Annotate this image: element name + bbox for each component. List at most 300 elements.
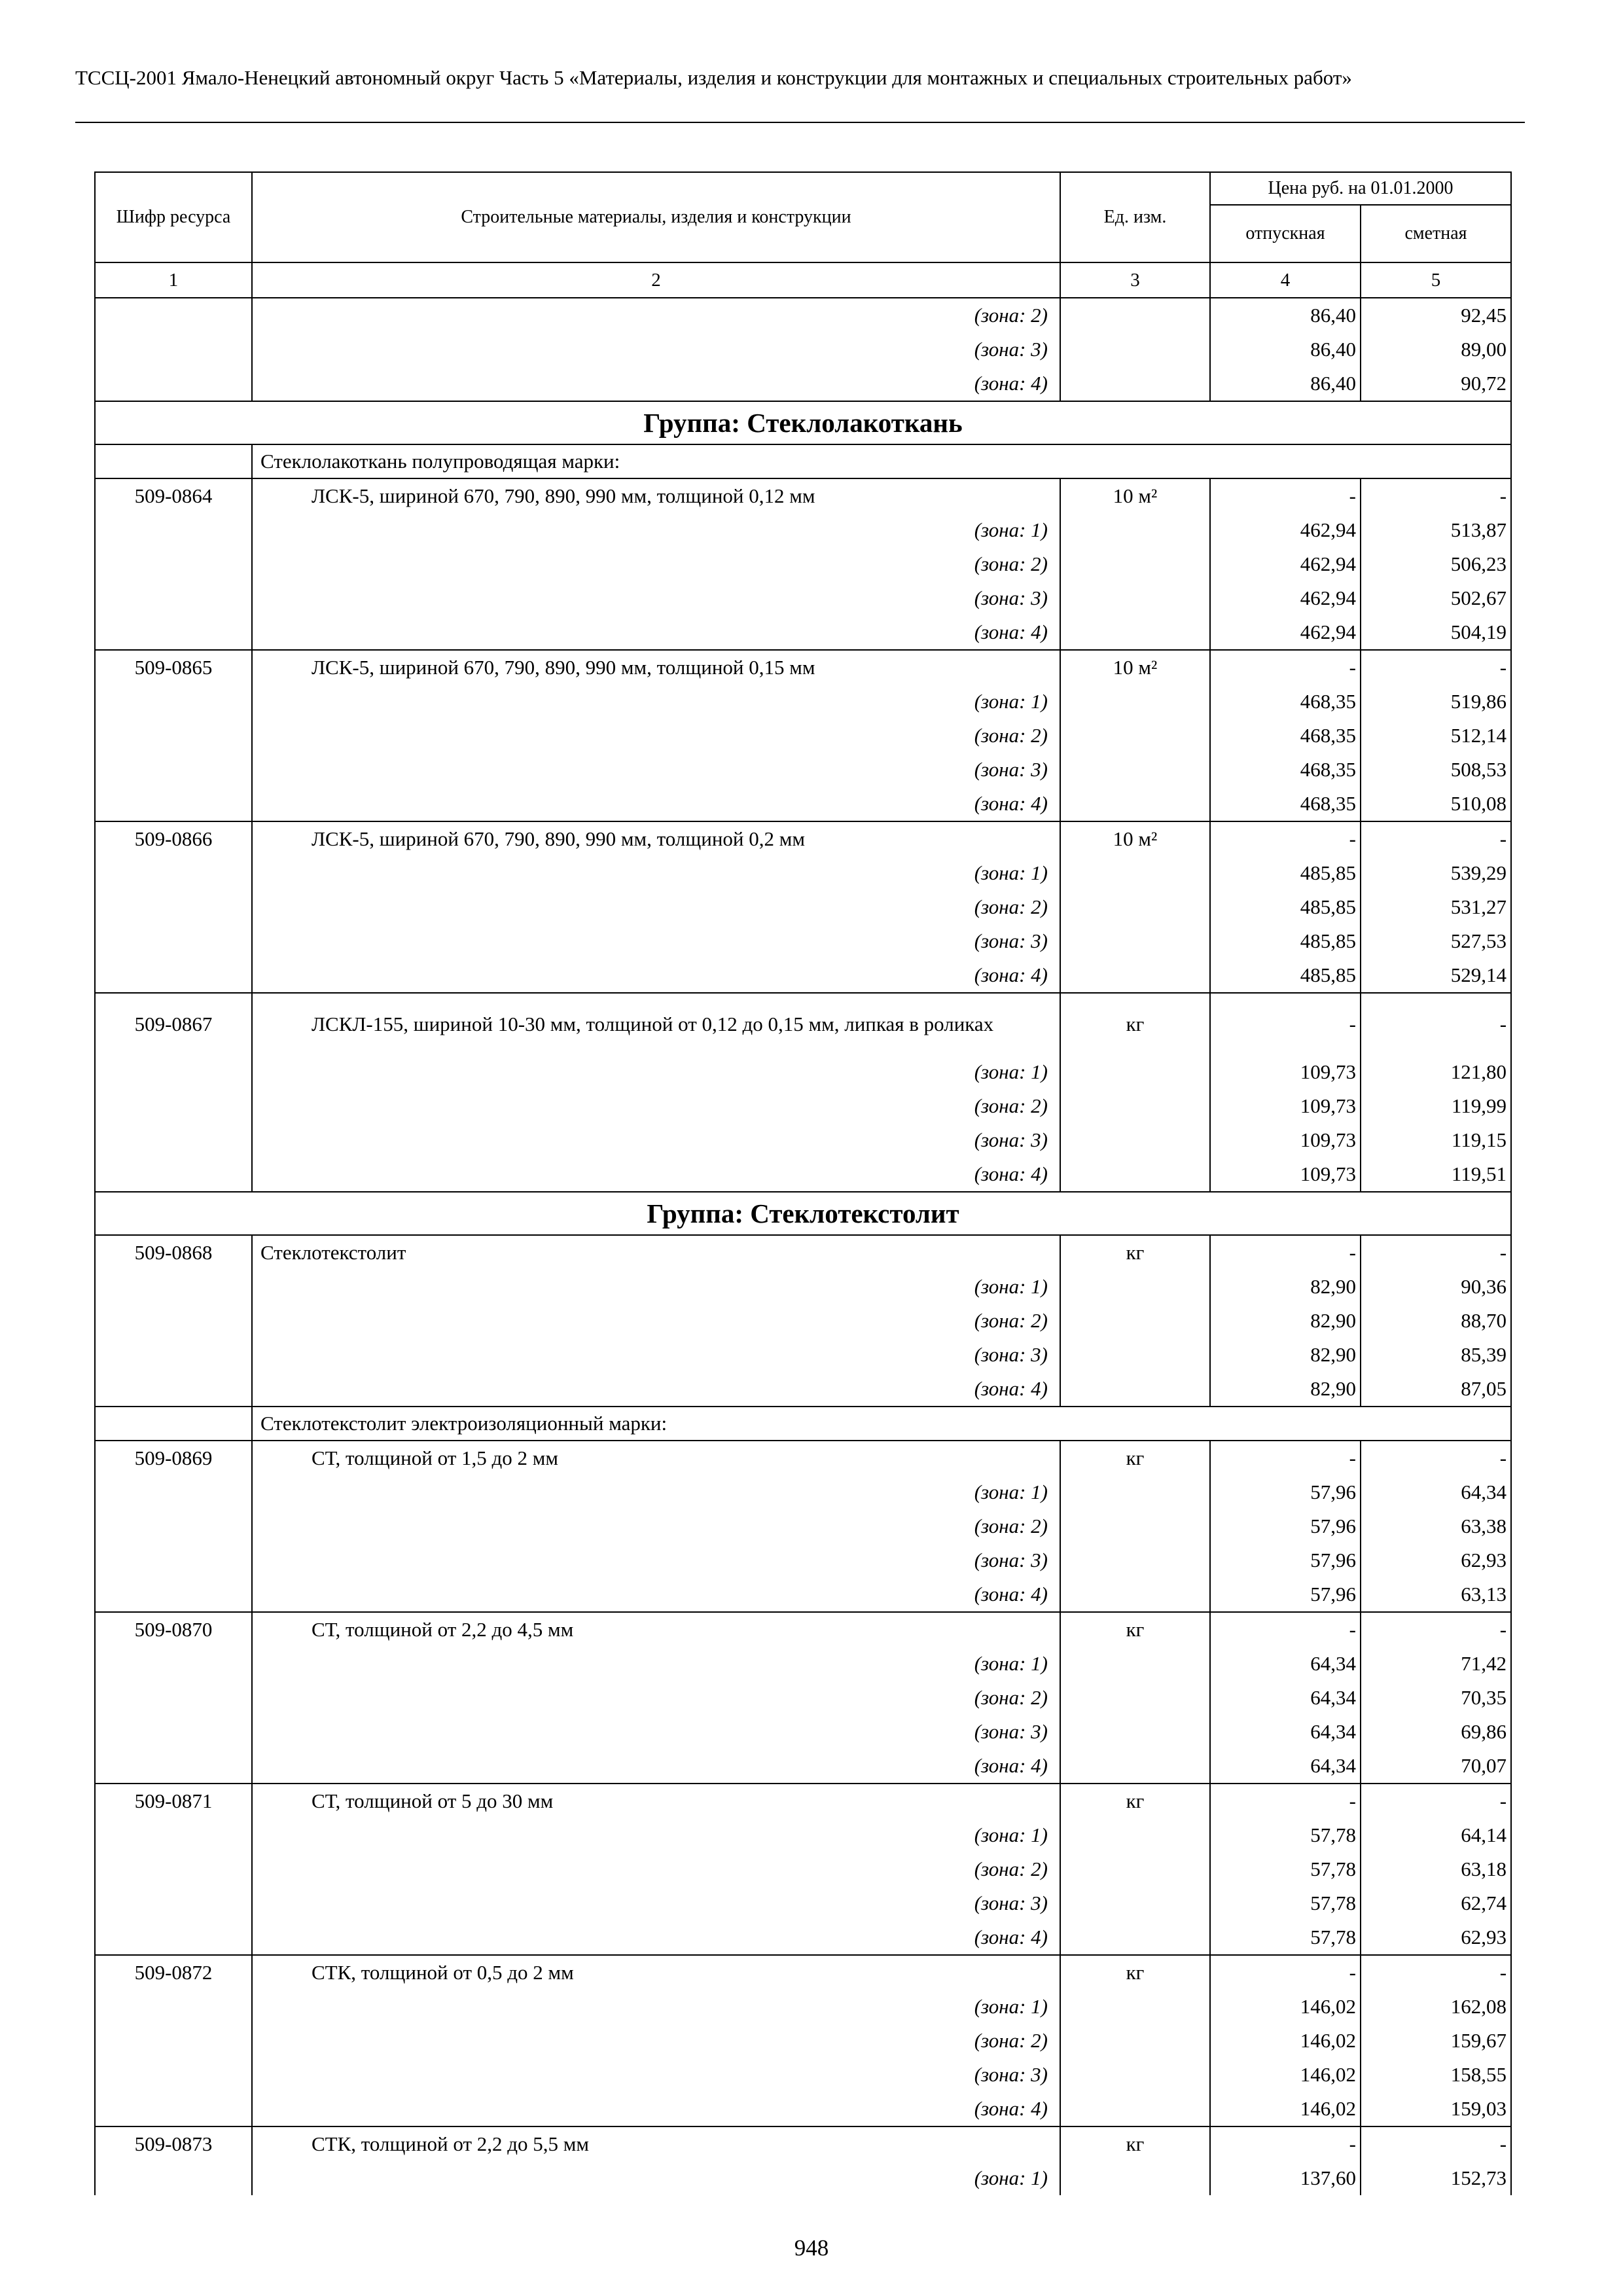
release-price: 146,02	[1210, 2058, 1361, 2092]
estimate-price: 158,55	[1361, 2058, 1511, 2092]
release-price: 468,35	[1210, 719, 1361, 753]
unit-cell	[1060, 1852, 1210, 1886]
release-price: 146,02	[1210, 1990, 1361, 2024]
unit-of-measure: кг	[1060, 1441, 1210, 1475]
release-price: 462,94	[1210, 513, 1361, 547]
estimate-price: 508,53	[1361, 753, 1511, 787]
release-price: -	[1210, 1784, 1361, 1818]
item-row	[95, 2126, 1511, 2161]
release-price: -	[1210, 650, 1361, 685]
code-cell	[95, 1852, 252, 1886]
code-cell	[95, 1475, 252, 1509]
zone-row	[95, 1647, 1511, 1681]
estimate-price: -	[1361, 2126, 1511, 2161]
estimate-price: -	[1361, 1955, 1511, 1990]
estimate-price: 513,87	[1361, 513, 1511, 547]
zone-row	[95, 924, 1511, 958]
release-price: 82,90	[1210, 1270, 1361, 1304]
zone-label: (зона: 1)	[252, 1270, 1060, 1304]
material-name: СТК, толщиной от 0,5 до 2 мм	[252, 1955, 1060, 1990]
zone-row	[95, 787, 1511, 821]
zone-row	[95, 753, 1511, 787]
zone-row	[95, 1089, 1511, 1123]
zone-row	[95, 856, 1511, 890]
code-cell	[95, 1990, 252, 2024]
release-price: 57,96	[1210, 1475, 1361, 1509]
zone-row	[95, 1577, 1511, 1612]
estimate-price: 504,19	[1361, 615, 1511, 650]
estimate-price: 119,51	[1361, 1157, 1511, 1192]
code-cell	[95, 547, 252, 581]
code-cell	[95, 1577, 252, 1612]
zone-row	[95, 298, 1511, 332]
zone-row	[95, 1338, 1511, 1372]
code-cell	[95, 787, 252, 821]
estimate-price: 506,23	[1361, 547, 1511, 581]
code-cell	[95, 332, 252, 367]
unit-cell	[1060, 1920, 1210, 1955]
unit-cell	[1060, 298, 1210, 332]
release-price: 82,90	[1210, 1304, 1361, 1338]
material-name: СТ, толщиной от 2,2 до 4,5 мм	[252, 1612, 1060, 1647]
material-name: ЛСК-5, шириной 670, 790, 890, 990 мм, толщиной 0,15 мм	[252, 650, 1060, 685]
zone-row	[95, 1475, 1511, 1509]
code-cell	[95, 1509, 252, 1543]
release-price: 57,78	[1210, 1852, 1361, 1886]
zone-label: (зона: 2)	[252, 547, 1060, 581]
col-release-header: отпускная	[1210, 205, 1361, 262]
release-price: 57,96	[1210, 1577, 1361, 1612]
estimate-price: 90,72	[1361, 367, 1511, 401]
zone-row	[95, 1920, 1511, 1955]
group-row	[95, 401, 1511, 444]
release-price: -	[1210, 821, 1361, 856]
estimate-price: 159,03	[1361, 2092, 1511, 2126]
unit-cell	[1060, 1818, 1210, 1852]
estimate-price: 519,86	[1361, 685, 1511, 719]
code-cell	[95, 581, 252, 615]
unit-cell	[1060, 2092, 1210, 2126]
item-row	[95, 1784, 1511, 1818]
zone-label: (зона: 4)	[252, 958, 1060, 993]
zone-row	[95, 1852, 1511, 1886]
zone-label: (зона: 1)	[252, 1647, 1060, 1681]
zone-label: (зона: 3)	[252, 753, 1060, 787]
code-cell	[95, 1304, 252, 1338]
unit-cell	[1060, 1715, 1210, 1749]
release-price: -	[1210, 1235, 1361, 1270]
zone-row	[95, 1270, 1511, 1304]
release-price: 86,40	[1210, 332, 1361, 367]
release-price: 57,78	[1210, 1818, 1361, 1852]
estimate-price: 159,67	[1361, 2024, 1511, 2058]
unit-cell	[1060, 2024, 1210, 2058]
release-price: 485,85	[1210, 856, 1361, 890]
release-price: 82,90	[1210, 1338, 1361, 1372]
estimate-price: 121,80	[1361, 1055, 1511, 1089]
code-cell	[95, 1886, 252, 1920]
page-number: 948	[794, 2235, 829, 2261]
unit-cell	[1060, 615, 1210, 650]
zone-row	[95, 958, 1511, 993]
material-name: СТК, толщиной от 2,2 до 5,5 мм	[252, 2126, 1060, 2161]
unit-cell	[1060, 332, 1210, 367]
estimate-price: 90,36	[1361, 1270, 1511, 1304]
zone-label: (зона: 2)	[252, 1852, 1060, 1886]
unit-cell	[1060, 1681, 1210, 1715]
unit-cell	[1060, 719, 1210, 753]
zone-label: (зона: 3)	[252, 1338, 1060, 1372]
unit-cell	[1060, 547, 1210, 581]
item-row	[95, 650, 1511, 685]
unit-cell	[1060, 513, 1210, 547]
code-cell	[95, 1089, 252, 1123]
zone-label: (зона: 2)	[252, 890, 1060, 924]
unit-cell	[1060, 1543, 1210, 1577]
release-price: 57,96	[1210, 1543, 1361, 1577]
zone-label: (зона: 4)	[252, 1749, 1060, 1784]
zone-row	[95, 1543, 1511, 1577]
col-code-header: Шифр ресурса	[95, 172, 252, 262]
unit-cell	[1060, 1270, 1210, 1304]
zone-row	[95, 1157, 1511, 1192]
release-price: -	[1210, 1955, 1361, 1990]
zone-label: (зона: 3)	[252, 924, 1060, 958]
zone-row	[95, 1304, 1511, 1338]
release-price: 146,02	[1210, 2024, 1361, 2058]
col-name-header: Строительные материалы, изделия и конструкции	[252, 172, 1060, 262]
zone-label: (зона: 3)	[252, 1123, 1060, 1157]
code-cell	[95, 615, 252, 650]
estimate-price: 89,00	[1361, 332, 1511, 367]
estimate-price: 152,73	[1361, 2161, 1511, 2195]
estimate-price: -	[1361, 478, 1511, 513]
code-cell	[95, 1715, 252, 1749]
zone-label: (зона: 2)	[252, 1509, 1060, 1543]
estimate-price: 70,35	[1361, 1681, 1511, 1715]
unit-cell	[1060, 1749, 1210, 1784]
zone-row	[95, 1509, 1511, 1543]
zone-label: (зона: 4)	[252, 1920, 1060, 1955]
estimate-price: -	[1361, 650, 1511, 685]
unit-of-measure: кг	[1060, 993, 1210, 1055]
release-price: 468,35	[1210, 685, 1361, 719]
subheading-row	[95, 444, 1511, 478]
estimate-price: 63,38	[1361, 1509, 1511, 1543]
estimate-price: -	[1361, 1612, 1511, 1647]
estimate-price: 63,13	[1361, 1577, 1511, 1612]
resource-code: 509-0873	[95, 2126, 252, 2161]
unit-cell	[1060, 367, 1210, 401]
zone-label: (зона: 4)	[252, 1577, 1060, 1612]
estimate-price: 502,67	[1361, 581, 1511, 615]
estimate-price: -	[1361, 1441, 1511, 1475]
unit-cell	[1060, 1055, 1210, 1089]
estimate-price: 119,99	[1361, 1089, 1511, 1123]
code-cell	[95, 685, 252, 719]
release-price: 468,35	[1210, 787, 1361, 821]
table-body	[95, 298, 1511, 2195]
code-cell	[95, 367, 252, 401]
code-cell	[95, 2161, 252, 2195]
unit-of-measure: кг	[1060, 1235, 1210, 1270]
zone-label: (зона: 4)	[252, 1157, 1060, 1192]
zone-label: (зона: 3)	[252, 2058, 1060, 2092]
estimate-price: 85,39	[1361, 1338, 1511, 1372]
code-cell	[95, 444, 252, 478]
release-price: 64,34	[1210, 1749, 1361, 1784]
release-price: 137,60	[1210, 2161, 1361, 2195]
zone-row	[95, 1372, 1511, 1407]
zone-label: (зона: 3)	[252, 1886, 1060, 1920]
code-cell	[95, 1407, 252, 1441]
zone-row	[95, 2024, 1511, 2058]
item-row	[95, 993, 1511, 1055]
resource-code: 509-0864	[95, 478, 252, 513]
unit-cell	[1060, 856, 1210, 890]
unit-of-measure: 10 м²	[1060, 478, 1210, 513]
unit-cell	[1060, 1157, 1210, 1192]
col-number-1: 1	[95, 262, 252, 298]
col-number-2: 2	[252, 262, 1060, 298]
release-price: -	[1210, 2126, 1361, 2161]
zone-label: (зона: 2)	[252, 298, 1060, 332]
unit-cell	[1060, 1089, 1210, 1123]
zone-row	[95, 1990, 1511, 2024]
release-price: -	[1210, 478, 1361, 513]
code-cell	[95, 753, 252, 787]
price-table	[94, 171, 1512, 2195]
zone-label: (зона: 2)	[252, 1304, 1060, 1338]
item-row	[95, 1612, 1511, 1647]
zone-label: (зона: 2)	[252, 1681, 1060, 1715]
unit-cell	[1060, 958, 1210, 993]
zone-label: (зона: 1)	[252, 1818, 1060, 1852]
estimate-price: 510,08	[1361, 787, 1511, 821]
code-cell	[95, 2024, 252, 2058]
release-price: -	[1210, 1441, 1361, 1475]
zone-row	[95, 1123, 1511, 1157]
item-row	[95, 1441, 1511, 1475]
material-name: СТ, толщиной от 5 до 30 мм	[252, 1784, 1060, 1818]
code-cell	[95, 1157, 252, 1192]
unit-of-measure: 10 м²	[1060, 821, 1210, 856]
zone-row	[95, 719, 1511, 753]
unit-cell	[1060, 787, 1210, 821]
estimate-price: 87,05	[1361, 1372, 1511, 1407]
material-name: ЛСК-5, шириной 670, 790, 890, 990 мм, толщиной 0,12 мм	[252, 478, 1060, 513]
code-cell	[95, 298, 252, 332]
unit-of-measure: кг	[1060, 1784, 1210, 1818]
zone-row	[95, 2161, 1511, 2195]
group-title: Группа: Стеклотекстолит	[95, 1192, 1511, 1235]
release-price: 109,73	[1210, 1123, 1361, 1157]
zone-row	[95, 1715, 1511, 1749]
estimate-price: 162,08	[1361, 1990, 1511, 2024]
estimate-price: -	[1361, 821, 1511, 856]
zone-label: (зона: 2)	[252, 719, 1060, 753]
unit-cell	[1060, 1475, 1210, 1509]
unit-cell	[1060, 1886, 1210, 1920]
item-row	[95, 821, 1511, 856]
estimate-price: 531,27	[1361, 890, 1511, 924]
estimate-price: 62,93	[1361, 1920, 1511, 1955]
subheading-row	[95, 1407, 1511, 1441]
unit-cell	[1060, 1123, 1210, 1157]
estimate-price: -	[1361, 1784, 1511, 1818]
release-price: 485,85	[1210, 958, 1361, 993]
header-divider	[75, 122, 1525, 123]
estimate-price: -	[1361, 1235, 1511, 1270]
material-name: ЛСКЛ-155, шириной 10-30 мм, толщиной от 0,12 до 0,15 мм, липкая в роликах	[252, 993, 1060, 1055]
item-row	[95, 1955, 1511, 1990]
code-cell	[95, 1123, 252, 1157]
release-price: 64,34	[1210, 1647, 1361, 1681]
release-price: 485,85	[1210, 890, 1361, 924]
code-cell	[95, 856, 252, 890]
code-cell	[95, 2058, 252, 2092]
zone-label: (зона: 1)	[252, 685, 1060, 719]
estimate-price: 119,15	[1361, 1123, 1511, 1157]
estimate-price: 64,34	[1361, 1475, 1511, 1509]
resource-code: 509-0869	[95, 1441, 252, 1475]
release-price: 109,73	[1210, 1089, 1361, 1123]
zone-label: (зона: 3)	[252, 1715, 1060, 1749]
unit-cell	[1060, 2161, 1210, 2195]
resource-code: 509-0871	[95, 1784, 252, 1818]
table-header	[95, 172, 1511, 298]
code-cell	[95, 1647, 252, 1681]
zone-row	[95, 1886, 1511, 1920]
estimate-price: 512,14	[1361, 719, 1511, 753]
zone-label: (зона: 1)	[252, 856, 1060, 890]
col-price-group-header: Цена руб. на 01.01.2000	[1210, 172, 1511, 205]
release-price: 64,34	[1210, 1681, 1361, 1715]
col-number-3: 3	[1060, 262, 1210, 298]
subheading-text: Стеклотекстолит электроизоляционный марки:	[252, 1407, 1511, 1441]
subheading-text: Стеклолакоткань полупроводящая марки:	[252, 444, 1511, 478]
estimate-price: -	[1361, 993, 1511, 1055]
zone-label: (зона: 1)	[252, 2161, 1060, 2195]
release-price: 146,02	[1210, 2092, 1361, 2126]
unit-cell	[1060, 1990, 1210, 2024]
code-cell	[95, 1543, 252, 1577]
estimate-price: 62,74	[1361, 1886, 1511, 1920]
zone-label: (зона: 4)	[252, 787, 1060, 821]
resource-code: 509-0867	[95, 993, 252, 1055]
zone-label: (зона: 1)	[252, 513, 1060, 547]
unit-of-measure: 10 м²	[1060, 650, 1210, 685]
unit-cell	[1060, 581, 1210, 615]
release-price: 82,90	[1210, 1372, 1361, 1407]
release-price: 462,94	[1210, 615, 1361, 650]
resource-code: 509-0870	[95, 1612, 252, 1647]
release-price: 57,96	[1210, 1509, 1361, 1543]
zone-label: (зона: 2)	[252, 1089, 1060, 1123]
release-price: 86,40	[1210, 367, 1361, 401]
zone-label: (зона: 1)	[252, 1990, 1060, 2024]
zone-row	[95, 2092, 1511, 2126]
unit-cell	[1060, 1647, 1210, 1681]
release-price: 57,78	[1210, 1920, 1361, 1955]
group-title: Группа: Стеклолакоткань	[95, 401, 1511, 444]
code-cell	[95, 1270, 252, 1304]
zone-label: (зона: 2)	[252, 2024, 1060, 2058]
code-cell	[95, 719, 252, 753]
zone-label: (зона: 4)	[252, 367, 1060, 401]
code-cell	[95, 890, 252, 924]
resource-code: 509-0866	[95, 821, 252, 856]
resource-code: 509-0865	[95, 650, 252, 685]
unit-cell	[1060, 685, 1210, 719]
release-price: -	[1210, 1612, 1361, 1647]
unit-cell	[1060, 1577, 1210, 1612]
code-cell	[95, 1338, 252, 1372]
zone-row	[95, 890, 1511, 924]
zone-label: (зона: 1)	[252, 1475, 1060, 1509]
estimate-price: 70,07	[1361, 1749, 1511, 1784]
unit-cell	[1060, 1372, 1210, 1407]
unit-cell	[1060, 1338, 1210, 1372]
unit-of-measure: кг	[1060, 1612, 1210, 1647]
zone-label: (зона: 4)	[252, 1372, 1060, 1407]
release-price: 109,73	[1210, 1055, 1361, 1089]
code-cell	[95, 1681, 252, 1715]
zone-row	[95, 513, 1511, 547]
release-price: 86,40	[1210, 298, 1361, 332]
unit-cell	[1060, 1304, 1210, 1338]
material-name: Стеклотекстолит	[252, 1235, 1060, 1270]
col-estimate-header: сметная	[1361, 205, 1511, 262]
release-price: 57,78	[1210, 1886, 1361, 1920]
document-header: ТССЦ-2001 Ямало-Ненецкий автономный округ Часть 5 «Материалы, изделия и конструкции для монтажных и специальных строительных работ»	[75, 66, 1352, 89]
zone-label: (зона: 3)	[252, 332, 1060, 367]
col-number-5: 5	[1361, 262, 1511, 298]
unit-cell	[1060, 924, 1210, 958]
group-row	[95, 1192, 1511, 1235]
zone-label: (зона: 3)	[252, 581, 1060, 615]
zone-row	[95, 1055, 1511, 1089]
estimate-price: 88,70	[1361, 1304, 1511, 1338]
unit-cell	[1060, 1509, 1210, 1543]
zone-label: (зона: 3)	[252, 1543, 1060, 1577]
release-price: 64,34	[1210, 1715, 1361, 1749]
material-name: СТ, толщиной от 1,5 до 2 мм	[252, 1441, 1060, 1475]
unit-of-measure: кг	[1060, 2126, 1210, 2161]
zone-label: (зона: 4)	[252, 2092, 1060, 2126]
code-cell	[95, 513, 252, 547]
release-price: 485,85	[1210, 924, 1361, 958]
resource-code: 509-0868	[95, 1235, 252, 1270]
zone-row	[95, 1818, 1511, 1852]
code-cell	[95, 1818, 252, 1852]
estimate-price: 92,45	[1361, 298, 1511, 332]
release-price: 462,94	[1210, 581, 1361, 615]
estimate-price: 64,14	[1361, 1818, 1511, 1852]
zone-label: (зона: 4)	[252, 615, 1060, 650]
material-name: ЛСК-5, шириной 670, 790, 890, 990 мм, толщиной 0,2 мм	[252, 821, 1060, 856]
zone-row	[95, 685, 1511, 719]
estimate-price: 71,42	[1361, 1647, 1511, 1681]
zone-row	[95, 2058, 1511, 2092]
estimate-price: 529,14	[1361, 958, 1511, 993]
zone-row	[95, 367, 1511, 401]
estimate-price: 527,53	[1361, 924, 1511, 958]
col-number-4: 4	[1210, 262, 1361, 298]
resource-code: 509-0872	[95, 1955, 252, 1990]
item-row	[95, 478, 1511, 513]
zone-row	[95, 581, 1511, 615]
